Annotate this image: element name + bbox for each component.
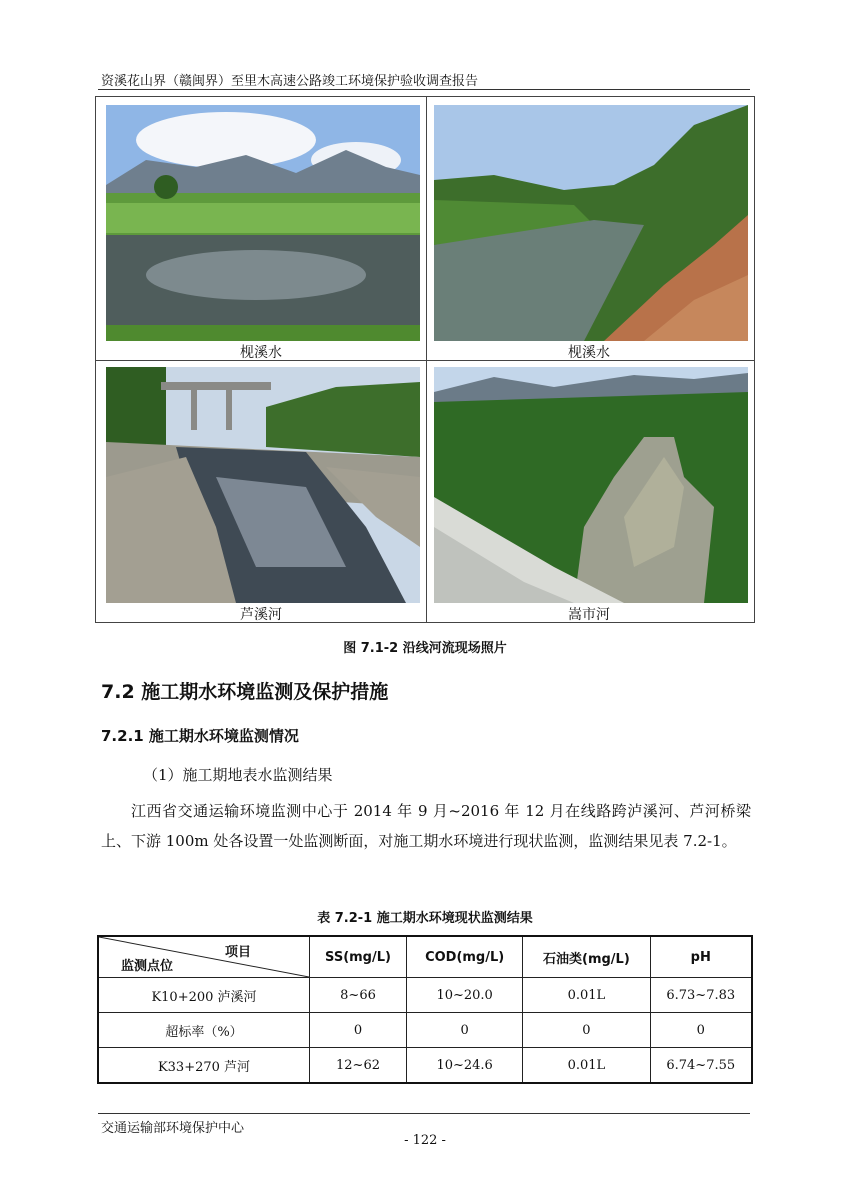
photo-caption: 枧溪水 — [568, 345, 610, 361]
column-header: 石油类(mg/L) — [523, 936, 650, 978]
table-cell: 0 — [650, 1013, 752, 1048]
photo-jianxi-river-1 — [106, 105, 420, 341]
table-cell: 6.73~7.83 — [650, 978, 752, 1013]
photo-songshi-river — [434, 367, 748, 603]
table-caption: 表 7.2-1 施工期水环境现状监测结果 — [317, 911, 533, 926]
photo-caption: 芦溪河 — [240, 607, 282, 623]
corner-bottom-label: 监测点位 — [121, 959, 174, 974]
column-header: SS(mg/L) — [310, 936, 407, 978]
subsection-heading: 7.2.1 施工期水环境监测情况 — [101, 727, 299, 745]
table-cell: 8~66 — [310, 978, 407, 1013]
table-row — [98, 1048, 752, 1084]
table-cell: K33+270 芦河 — [98, 1048, 310, 1084]
table-cell: 6.74~7.55 — [650, 1048, 752, 1084]
table-header-row — [98, 936, 752, 978]
table-cell: 10~24.6 — [407, 1048, 523, 1084]
column-header: COD(mg/L) — [407, 936, 523, 978]
table-cell: 12~62 — [310, 1048, 407, 1084]
table-cell: 0 — [310, 1013, 407, 1048]
column-header: pH — [650, 936, 752, 978]
photo-caption: 嵩市河 — [568, 607, 610, 623]
photo-luxi-river — [106, 367, 420, 603]
corner-top-label: 项目 — [224, 945, 251, 960]
page-number: - 122 - — [404, 1133, 446, 1148]
footer-rule — [98, 1113, 750, 1114]
subhead: （1）施工期地表水监测结果 — [143, 766, 333, 784]
table-cell: 0 — [523, 1013, 650, 1048]
table-row — [98, 978, 752, 1013]
table-cell: 0.01L — [523, 978, 650, 1013]
header-rule — [98, 89, 750, 90]
table-cell: 0 — [407, 1013, 523, 1048]
photo-caption: 枧溪水 — [240, 345, 282, 361]
monitoring-results-table — [97, 935, 753, 1084]
table-cell: 超标率（%） — [98, 1013, 310, 1048]
footer-org: 交通运输部环境保护中心 — [101, 1121, 245, 1136]
body-paragraph: 江西省交通运输环境监测中心于 2014 年 9 月~2016 年 12 月在线路跨泸溪河、芦河桥梁上、下游 100m 处各设置一处监测断面，对施工期水环境进行现状监测，监测结果见表 7.2-1。 — [101, 802, 751, 850]
running-header: 资溪花山界（赣闽界）至里木高速公路竣工环境保护验收调查报告 — [101, 74, 479, 89]
table-cell: K10+200 泸溪河 — [98, 978, 310, 1013]
table-cell: 0.01L — [523, 1048, 650, 1084]
photo-grid — [95, 96, 755, 623]
table-corner-cell — [98, 936, 310, 978]
table-cell: 10~20.0 — [407, 978, 523, 1013]
table-row — [98, 1013, 752, 1048]
figure-caption: 图 7.1-2 沿线河流现场照片 — [343, 641, 507, 656]
section-heading: 7.2 施工期水环境监测及保护措施 — [101, 681, 389, 703]
photo-jianxi-river-2 — [434, 105, 748, 341]
